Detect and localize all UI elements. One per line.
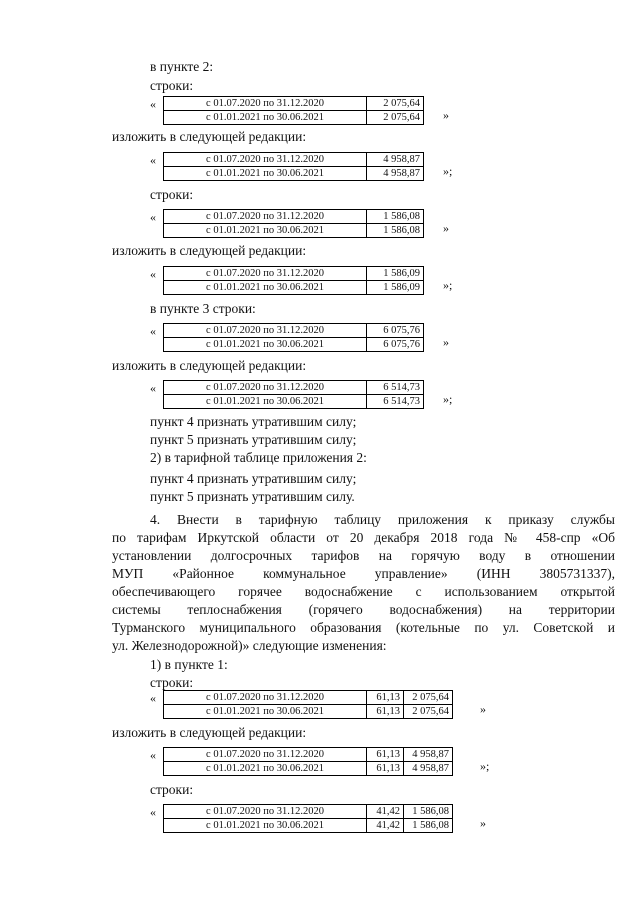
period-cell: с 01.01.2021 по 30.06.2021 [164,762,367,776]
period-cell: с 01.01.2021 по 30.06.2021 [164,338,367,352]
tariff-cell: 2 075,64 [404,691,453,705]
tariff-table [163,152,424,181]
close-quote: »; [443,392,453,406]
tariff-table [163,96,424,125]
close-quote: »; [443,278,453,292]
table-row [164,762,453,776]
tariff-table-block [150,96,480,124]
tariff-cell: 4 958,87 [404,748,453,762]
close-quote: » [480,702,486,716]
period-cell: с 01.01.2021 по 30.06.2021 [164,705,367,719]
paragraph-line: по тарифам Иркутской области от 20 декабря 2018 года № 458-спр «Об [112,530,615,545]
period-cell: с 01.01.2021 по 30.06.2021 [164,111,367,125]
restate-label: изложить в следующей редакции: [112,725,307,740]
tariff-cell: 4 958,87 [404,762,453,776]
tariff-cell: 4 958,87 [367,167,424,181]
tariff-table-block [150,747,500,775]
open-quote: « [150,97,156,111]
tariff-table-block [150,323,480,351]
period-cell: с 01.07.2020 по 31.12.2020 [164,805,367,819]
norm-cell: 61,13 [367,705,404,719]
open-quote: « [150,748,156,762]
table-row [164,395,424,409]
table-row [164,805,453,819]
close-quote: »; [443,164,453,178]
paragraph-line: 4. Внести в тарифную таблицу приложения к приказу службы [150,512,615,527]
table-row [164,111,424,125]
paragraph-line: МУП «Районное коммунальное управление» (ИНН 3805731337), [112,566,615,581]
restate-label: изложить в следующей редакции: [112,358,307,373]
table-row [164,224,424,238]
norm-cell: 61,13 [367,762,404,776]
tariff-cell: 2 075,64 [367,97,424,111]
norm-cell: 41,42 [367,805,404,819]
table-row [164,381,424,395]
period-cell: с 01.07.2020 по 31.12.2020 [164,748,367,762]
period-cell: с 01.01.2021 по 30.06.2021 [164,224,367,238]
table-row [164,210,424,224]
table-row [164,97,424,111]
table-row [164,819,453,833]
close-quote: » [443,108,449,122]
table-row [164,324,424,338]
repeal-item-5: пункт 5 признать утратившим силу; [150,432,357,447]
tariff-cell: 1 586,08 [367,224,424,238]
open-quote: « [150,210,156,224]
period-cell: с 01.01.2021 по 30.06.2021 [164,167,367,181]
rows-label: строки: [150,675,194,690]
close-quote: »; [480,759,490,773]
table-row [164,705,453,719]
period-cell: с 01.07.2020 по 31.12.2020 [164,691,367,705]
item-2-heading: в пункте 2: [150,59,214,74]
open-quote: « [150,805,156,819]
tariff-table-block [150,804,500,832]
tariff-cell: 2 075,64 [367,111,424,125]
tariff-table [163,690,453,719]
period-cell: с 01.01.2021 по 30.06.2021 [164,395,367,409]
tariff-cell: 1 586,08 [404,819,453,833]
tariff-table-block [150,266,480,294]
appendix-2-heading: 2) в тарифной таблице приложения 2: [150,450,367,465]
table-row [164,167,424,181]
repeal-item-4: пункт 4 признать утратившим силу; [150,414,357,429]
open-quote: « [150,267,156,281]
period-cell: с 01.07.2020 по 31.12.2020 [164,97,367,111]
item-3-heading: в пункте 3 строки: [150,301,256,316]
table-row [164,691,453,705]
tariff-table [163,266,424,295]
rows-label: строки: [150,187,194,202]
tariff-table-block [150,380,480,408]
paragraph-line: Турманского муниципального образования (котельные по ул. Советской и [112,620,615,635]
restate-label: изложить в следующей редакции: [112,129,307,144]
period-cell: с 01.07.2020 по 31.12.2020 [164,153,367,167]
open-quote: « [150,324,156,338]
table-row [164,267,424,281]
paragraph-line: обеспечивающего горячее водоснабжение с использованием открытой [112,584,615,599]
restate-label: изложить в следующей редакции: [112,243,307,258]
tariff-table [163,380,424,409]
table-row [164,153,424,167]
period-cell: с 01.07.2020 по 31.12.2020 [164,267,367,281]
table-row [164,748,453,762]
tariff-table-block [150,209,480,237]
table-row [164,281,424,295]
repeal-item-4: пункт 4 признать утратившим силу; [150,471,357,486]
tariff-cell: 2 075,64 [404,705,453,719]
open-quote: « [150,691,156,705]
tariff-cell: 6 514,73 [367,395,424,409]
open-quote: « [150,153,156,167]
repeal-item-5: пункт 5 признать утратившим силу. [150,489,355,504]
tariff-cell: 4 958,87 [367,153,424,167]
rows-label: строки: [150,782,194,797]
close-quote: » [443,221,449,235]
norm-cell: 61,13 [367,691,404,705]
period-cell: с 01.01.2021 по 30.06.2021 [164,819,367,833]
close-quote: » [443,335,449,349]
tariff-table-block [150,152,480,180]
tariff-cell: 1 586,09 [367,281,424,295]
tariff-table [163,747,453,776]
tariff-table [163,209,424,238]
tariff-table-block [150,690,500,718]
tariff-table [163,323,424,352]
rows-label: строки: [150,78,194,93]
paragraph-line: ул. Железнодорожной)» следующие изменения: [112,638,387,653]
period-cell: с 01.07.2020 по 31.12.2020 [164,381,367,395]
period-cell: с 01.07.2020 по 31.12.2020 [164,324,367,338]
subitem-1-heading: 1) в пункте 1: [150,657,228,672]
tariff-cell: 6 514,73 [367,381,424,395]
tariff-cell: 6 075,76 [367,324,424,338]
paragraph-line: системы теплоснабжения (горячего водоснабжения) на территории [112,602,615,617]
tariff-cell: 1 586,08 [367,210,424,224]
norm-cell: 41,42 [367,819,404,833]
close-quote: » [480,816,486,830]
tariff-cell: 1 586,08 [404,805,453,819]
tariff-cell: 6 075,76 [367,338,424,352]
open-quote: « [150,381,156,395]
table-row [164,338,424,352]
period-cell: с 01.01.2021 по 30.06.2021 [164,281,367,295]
paragraph-line: установлении долгосрочных тарифов на горячую воду в отношении [112,548,615,563]
tariff-cell: 1 586,09 [367,267,424,281]
period-cell: с 01.07.2020 по 31.12.2020 [164,210,367,224]
tariff-table [163,804,453,833]
norm-cell: 61,13 [367,748,404,762]
